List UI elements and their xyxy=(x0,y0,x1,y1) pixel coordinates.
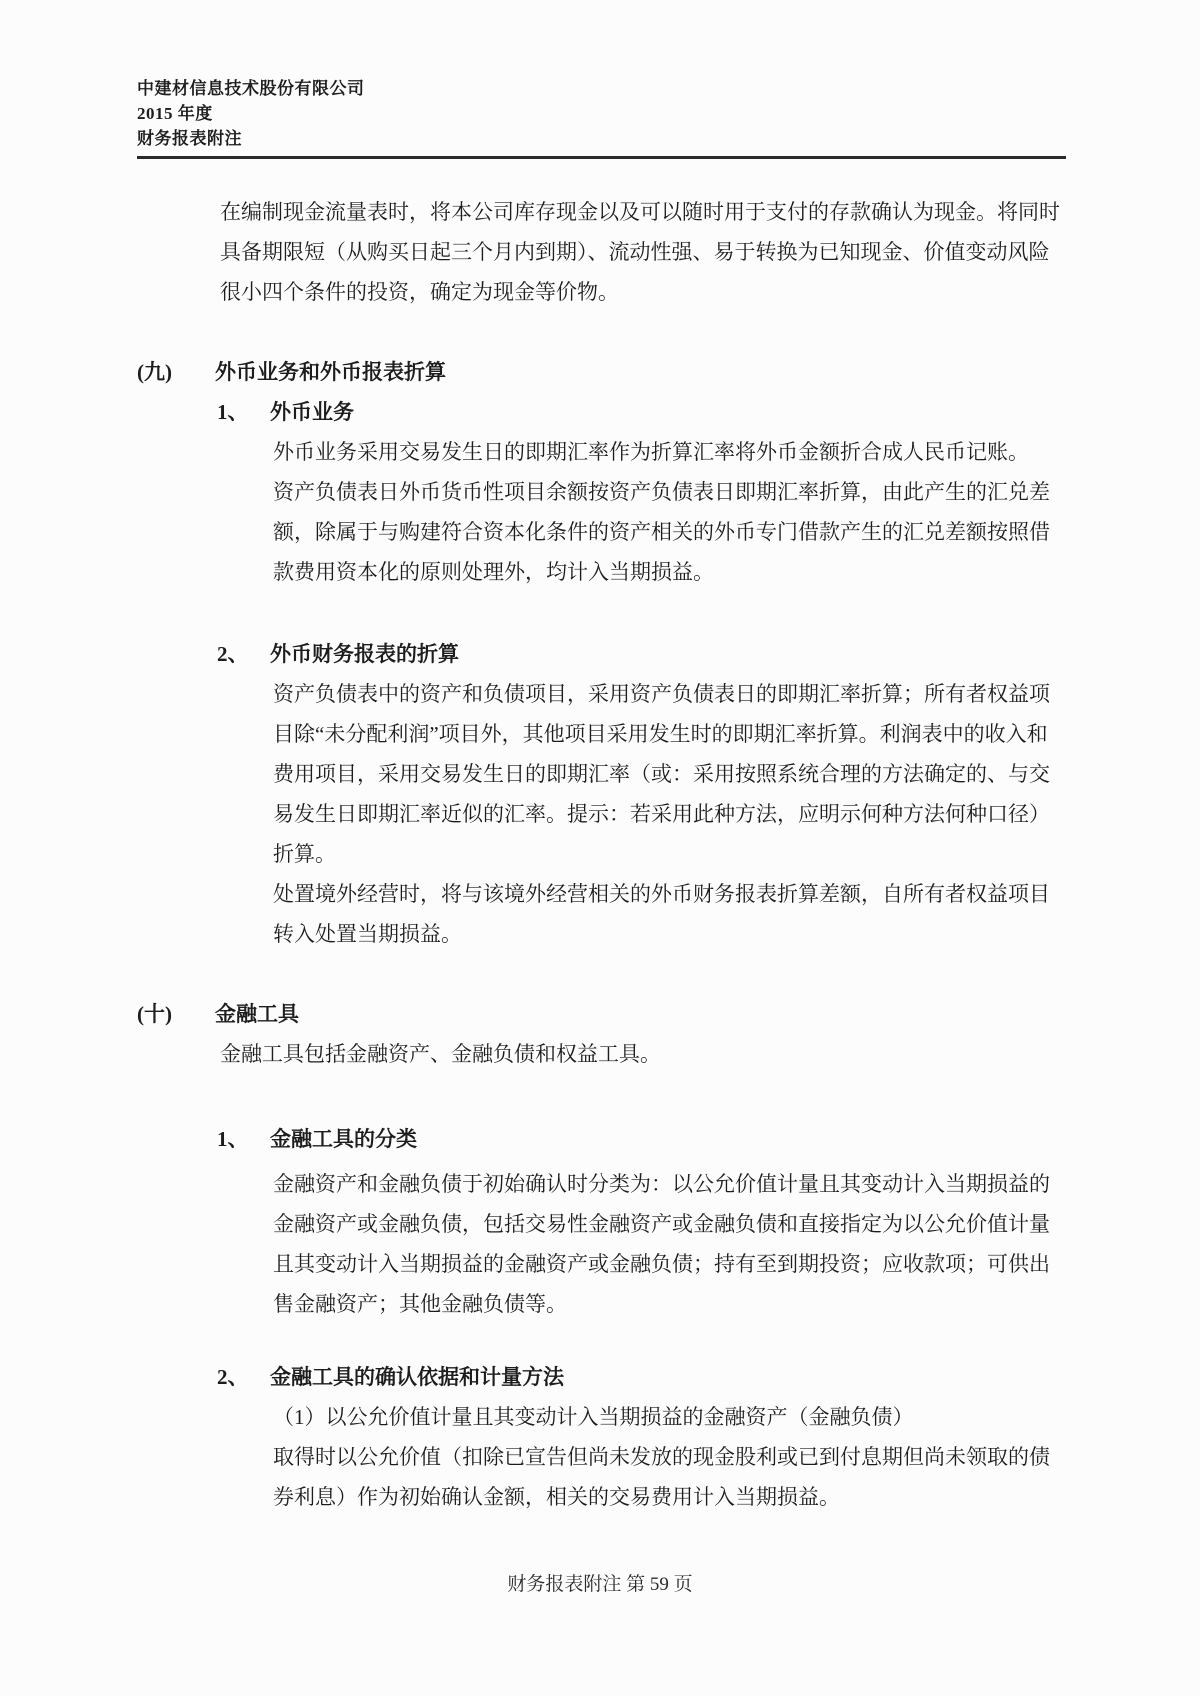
section-10-item-1-paragraph xyxy=(273,1164,1066,1324)
text-line: 券利息）作为初始确认金额，相关的交易费用计入当期损益。 xyxy=(273,1485,840,1509)
text-line: 额，除属于与购建符合资本化条件的资产相关的外币专门借款产生的汇兑差额按照借 xyxy=(273,520,1050,544)
text-line: 金融资产或金融负债，包括交易性金融资产或金融负债和直接指定为以公允价值计量 xyxy=(273,1212,1050,1236)
item-number: 2、 xyxy=(217,1365,249,1389)
item-number: 2、 xyxy=(217,642,249,666)
page-footer xyxy=(0,1565,1200,1605)
text-line: 很小四个条件的投资，确定为现金等价物。 xyxy=(220,280,619,304)
item-title: 外币业务 xyxy=(270,400,354,424)
text-line: 具备期限短（从购买日起三个月内到期）、流动性强、易于转换为已知现金、价值变动风险 xyxy=(220,240,1050,264)
text-line: 处置境外经营时，将与该境外经营相关的外币财务报表折算差额，自所有者权益项目 xyxy=(273,882,1050,906)
text-line: 且其变动计入当期损益的金融资产或金融负债；持有至到期投资；应收款项；可供出 xyxy=(273,1252,1050,1276)
text-line: 转入处置当期损益。 xyxy=(273,922,462,946)
page-header xyxy=(137,0,1066,159)
intro-paragraph xyxy=(220,192,1066,312)
item-title: 金融工具的分类 xyxy=(270,1127,417,1151)
item-title: 外币财务报表的折算 xyxy=(270,642,459,666)
section-title: 外币业务和外币报表折算 xyxy=(215,360,446,384)
company-name: 中建材信息技术股份有限公司 xyxy=(137,79,365,98)
section-9-item-1-paragraph xyxy=(273,432,1066,592)
section-10-heading xyxy=(137,994,1066,1034)
text-line: 资产负债表中的资产和负债项目，采用资产负债表日的即期汇率折算；所有者权益项 xyxy=(273,682,1050,706)
section-9-item-1-heading xyxy=(217,392,1066,432)
text-line: 金融资产和金融负债于初始确认时分类为：以公允价值计量且其变动计入当期损益的 xyxy=(273,1172,1050,1196)
fiscal-year: 2015 年度 xyxy=(137,104,213,123)
footer-page-label: 财务报表附注 第 59 页 xyxy=(507,1574,693,1595)
document-title: 财务报表附注 xyxy=(137,129,242,148)
section-10-item-1-heading xyxy=(217,1119,1066,1159)
text-line: 取得时以公允价值（扣除已宣告但尚未发放的现金股利或已到付息期但尚未领取的债 xyxy=(273,1445,1050,1469)
section-9-item-2-heading xyxy=(217,634,1066,674)
item-number: 1、 xyxy=(217,400,249,424)
page-content xyxy=(137,192,1066,1517)
text-line: 款费用资本化的原则处理外，均计入当期损益。 xyxy=(273,560,714,584)
section-10-item-2-heading xyxy=(217,1357,1066,1397)
item-number: 1、 xyxy=(217,1127,249,1151)
section-10-item-2-paragraph xyxy=(273,1397,1066,1517)
text-line: 易发生日即期汇率近似的汇率。提示：若采用此种方法，应明示何种方法何种口径） xyxy=(273,802,1050,826)
section-10-lead-paragraph xyxy=(220,1034,1066,1074)
text-line: 金融工具包括金融资产、金融负债和权益工具。 xyxy=(220,1042,661,1066)
text-line: 折算。 xyxy=(273,842,336,866)
text-line: 外币业务采用交易发生日的即期汇率作为折算汇率将外币金额折合成人民币记账。 xyxy=(273,440,1029,464)
text-line: 在编制现金流量表时，将本公司库存现金以及可以随时用于支付的存款确认为现金。将同时 xyxy=(220,200,1060,224)
item-title: 金融工具的确认依据和计量方法 xyxy=(270,1365,564,1389)
text-line: 费用项目，采用交易发生日的即期汇率（或：采用按照系统合理的方法确定的、与交 xyxy=(273,762,1050,786)
text-line: 资产负债表日外币货币性项目余额按资产负债表日即期汇率折算，由此产生的汇兑差 xyxy=(273,480,1050,504)
section-marker: (九) xyxy=(137,360,172,384)
text-line: 售金融资产；其他金融负债等。 xyxy=(273,1292,567,1316)
text-line: （1）以公允价值计量且其变动计入当期损益的金融资产（金融负债） xyxy=(273,1405,914,1429)
section-9-item-2-paragraph xyxy=(273,674,1066,954)
text-line: 目除“未分配利润”项目外，其他项目采用发生时的即期汇率折算。利润表中的收入和 xyxy=(273,722,1048,746)
section-marker: (十) xyxy=(137,1002,172,1026)
section-9-heading xyxy=(137,352,1066,392)
section-title: 金融工具 xyxy=(215,1002,299,1026)
